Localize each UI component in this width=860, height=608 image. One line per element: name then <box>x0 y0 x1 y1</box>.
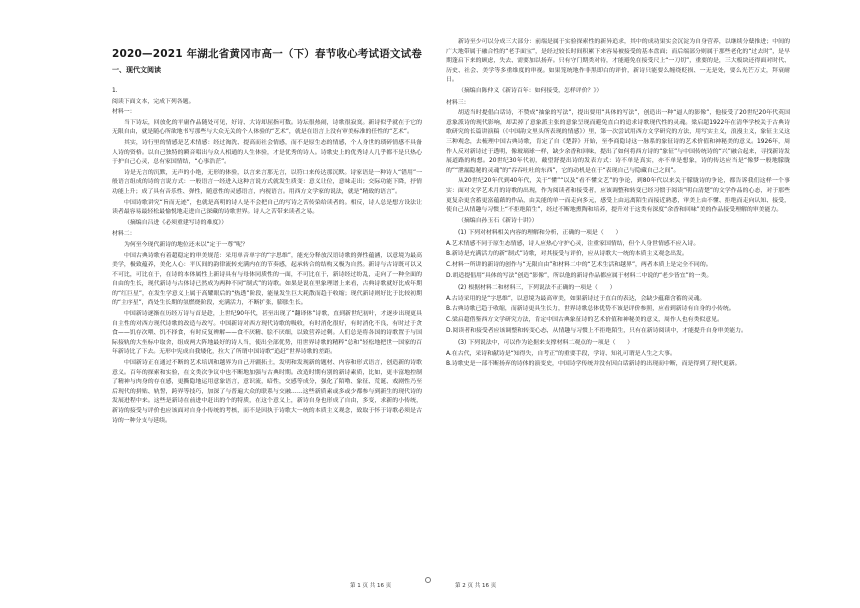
question-number: 1. <box>112 88 118 94</box>
question-3-option-b: B.诗歌史是一部不断扬弃的诗体的演变史，中国诗学传统并没有因白话新诗的出现而中断，而是得到了现代更新。 <box>446 361 741 368</box>
material-1-paragraph-3: 诗是无言的沉默，无声的小绝，无形的体验，以言来言那无言，以符口来传达那沉默。诗家语是一种诗人“错用”一般语言组成的诗的言说方式：一般语言一经进入这种言说方式就发生质变：意义让位，意味走出；交际功能下降，抒情功能上升；成了具有音乐性、弹性，随意性的灵感语言，内视语言。用西方文学家的说法，就是“精致的语言”。 <box>112 169 422 195</box>
page-footer-right: 第 2 页 共 16 页 <box>455 583 497 589</box>
page-footer-left: 第 1 页 共 16 页 <box>350 583 392 589</box>
question-1-option-a: A.艺术情感不同于原生态情感，诗人应热心守护心灵，注重家国情结，但个人身世情感不应入诗。 <box>446 240 700 247</box>
material-2-paragraph-1: 中国古典诗歌有着超稳定的审美规范：采用单音单字的“字思维”，能充分释放汉语诗歌的弹性蕴涵，以意境为最高美学，极致蕴养，美化人心：平仄间的韵律流转充满内在的节奏感，起承转合的结构又极为自然。新诗与古诗既可以又不可比，可比在于，在诗的本体属性上新诗具有与母体同质性的一面，不可比在于，新诗经过纷乱，走向了一种全面的自由的生长，现代新诗与古体诗已然成为两种不同“制式”的诗歌。如果是说在里象理谱上来看，古典诗歌就好比成年期的“红巨星”，在发生学意义上属于高耀眼后的“热透”阶段，能量发生巨大耗散而趋于收缩；现代新诗则好比于比较初期的“主序星”，尚处生长期的氢燃烧阶段，充满活力，不断扩张，膨胀生长。 <box>112 252 422 307</box>
material-3-source: （摘编自孙玉石《新诗十讲》） <box>458 217 538 224</box>
material-1-source: （摘编自吕进《必须重建写诗的难度》） <box>124 219 228 226</box>
material-2-paragraph-4: 新诗至少可以分成三大部分：前端是属于实验探索性的新异追求，其中的成功果实会沉淀为自身营养，以继续分蘖推进；中间的广大地带属于融合性的“老手面宝”，是经过较长时间积累下来容易被接受的基本盘面；而后端部分则属于那些老化的“过去时”，是早期蓬启下来的顾虑，失去、需要加以扬弃。只有守门期类对待，才能避免在接受尺上“一刀切”，重要的是，三大板块还得面对时代、历史、社会、美学等多重维度的审视。如果笼统地作非黑即白的评价，新诗只能要么缠绕贬损、一无是处，要么光芒万丈，拜衰耐日。 <box>446 39 790 84</box>
question-2-option-a: A.古诗采用的是“字思维”，以意境为最高审美，如果新诗过于直白的表达，会缺少蕴藉含蓄的灵魂。 <box>446 295 706 302</box>
question-2-option-d: D.阅读者和接受者应该调整和转变心态，从情趣与习惯上不拒绝陌生，只有在新诗阅读中，才能提升自身审美能力。 <box>446 327 747 334</box>
question-1-option-c: C.材料一所讲的新诗的创作与“无限自由”和材料二中的“艺术生活和越界”，两者本质上是完全不同的。 <box>446 262 712 269</box>
material-3-label: 材料三： <box>446 99 470 106</box>
material-2-question: 为何至今现代新诗的地位还未以“定于一尊”呢？ <box>124 241 248 248</box>
material-1-paragraph-4: 中国诗歌讲究“旨而无迹”，也就是高明的诗人是不会把自己的写诗之苦传染给读者的。相反，诗人总是想方设法让读者最容易最轻松最愉悦地走进自己深藏的诗歌世界。诗人之苦带来读者之易。 <box>112 199 422 216</box>
question-3-stem: (3) 下列说法中，可以作为论据来支撑材料二观点的一项是（ ） <box>458 340 634 347</box>
question-1-option-b: B.新诗是充满活力的新“制式”诗歌，对其接受与评价，应从诗歌大一统的本质主义观念出发。 <box>446 251 688 258</box>
material-1-paragraph-1: 当下诗坛，回放化的平庸作品随处可见，好诗、大诗却屈指可数。诗坛很热闹，诗歌很寂寞。新诗似乎就在于它的无限自由，就是随心所欲地书写那些与大众无关的个人体验的“艺术”，就是在语言上没有审美标准的任性的“艺术”。 <box>112 119 422 136</box>
question-1-option-d: D.胡适提倡用“具体的写法”创造“影像”，所以他的新诗作品都应属于材料二中说的“老少皆宜”的一类。 <box>446 272 713 279</box>
exam-title: 2020—2021 年湖北省黄冈市高一（下）春节收心考试语文试卷 <box>112 48 423 60</box>
question-3-option-a: A.在古代，采诗和献诗是“知得失，自考正”的重要手段，学诗、知礼可谓是人生之大事。 <box>446 350 676 357</box>
material-3-paragraph-1: 胡适当时提倡白话诗，不赞成“抽象的写法”，提出要用“具体的写法”，创造出一种“逼人的影像”，他接受了20世纪20年代英国意象派诗的现代影响，却丢掉了意象派主张的意象呈现而避免直白的追求诗歌现代性的灵魂。梁启超1922年在清华学校关于古典诗歌研究的长篇讲演稿（《中国韵文里头所表现的情感》）里，第一次尝试用西方文学研究的方法，用写实主义，浪漫主义，象征主义这三种观念，去梳理中国古典诗歌，肯定了自《楚辞》开始，至李商隐诗这一脉系的象征诗的艺术价值和神秘美的意义。1926年，周作人反对新诗过于透明，像玻璃球一样，缺少余香和回味，提出了如何将西方诗的“象征”与中国传统诗的“兴”融合起来，寻找新诗发展道路的构想。20世纪30年代初，戴望舒提出诗的发表方式：诗不单是真实，亦不单是想象，诗的传达应当是“像梦一般地朦胧的”“泄漏隐秘的灵魂”的“吞吞吐吐的东西”，它的动机是在于“表现自己与隐藏自己之间”。 <box>446 110 790 174</box>
question-2-option-b: B.古典诗歌已趋于收缩，而新诗更具生长力，世界诗歌总体优势不该是评价参照，应看到新诗有自身的小传统。 <box>446 306 735 313</box>
page-divider-circle <box>425 577 431 583</box>
material-2-label: 材料二： <box>112 231 136 238</box>
material-2-paragraph-3: 中国新诗正在通过不断的艺术培训和越界为自己开疆拓土，发明和发现新的题材、内容和形式语言，创造新的诗歌意义。百年的探索和实验，在文类次争议中也不断地加强与古典时期。改造时期有别的新诗素质，比如，更丰富地控制了精神与肉身的存在感，更撕隐地运用意象语言，意识流，暗性，交感等成分，强化了陌噜、象征、荒诞、戏剧性乃至后现代的拼贴、轨誓，跨界等技巧，加深了与普遍大众的联系与交融……这些新质素或多或少都参与到新生的现代诗的发展进程中来。这些是新诗在前进中赶出的个的特质，在这个意义上，新诗自身也形成了自由，多变，求新的小传统，新诗的接受与评价也应该面对自身小传统的考核，而不是因执于诗歌大一统的本质主义观念，致取于怀于诗歌必须是古诗的一种分支与延续。 <box>112 360 422 424</box>
question-2-option-c: C.梁启超借鉴西方文学研究方法，肯定中国古典象征诗的艺术价值和神秘美的意义，周作人也有类似意见。 <box>446 317 723 324</box>
material-1-paragraph-2: 其实，诗行里的情感是艺术情感：经过淘洗、提高而社会情感，而不是原生态的情感，个人身世的琐碎情感不具备人诗的资格。以自己独特的瞬音唱出与众人相通的人生体验，才是优秀的诗人。诗歌史上的优秀诗人几乎都不是只热心于护自己心灵，总有家国情结，“心事浩茫”。 <box>112 139 422 166</box>
material-3-paragraph-2: 从20世纪20年代到40年代，关于“懂”“以及”看不懂文艺”的争论，到80年代以来关于朦胧诗的争论，都告诉我们这样一个事实：面对文学艺术月的诗歌的出现，作为阅读者和接受者，应该调整和转变已经习惯于阅读“明白清楚”的文学作品的心态，对于那些更复杂更含蓄更富蕴藉的作品，由关能的单一而走向多元，感受上由远离陌生而接近熟悉，审美上由不懂、拒绝而走向认知、接受，使自己从情趣与习惯上“不拒绝陌生”，经过不断地熏陶和培养，提升对于这类有深度“余香和回味”美的作品接受理解的审美能力。 <box>446 178 790 214</box>
question-1-stem: (1) 下列对材料相关内容的理解和分析，正确的一项是（ ） <box>458 230 622 237</box>
instruction: 阅读下面文本，完成下列各题。 <box>112 98 195 105</box>
material-2-paragraph-2: 中国新诗逐渐在历经万诗与首是趁，上世纪90年代，甚至出现了“翻译体”诗歌，直到新世纪初叶，才逐步出现更具自主性的对西方现代诗歌的改造与改写。中国新诗对西方现代诗歌的吸收，有时消化很好，有时消化不良，有时过于贪食——饥存次喂、饥不择食，有时反复辨解——食不厌精、脍不厌细，以致营养过剩。人们总是将各国的诗歌置于与国际接轨的大坐标中取舍，组成两大阵地最好的诗人当，使出全部优势，用世界诗歌的精粹“总和”轻松地把世一国家的百年新诗比了下去。无形中宪成自我矮化，拉大了所谓中国诗歌“追赶”世界诗歌的差距。 <box>112 311 422 356</box>
section-heading: 一、现代文阅读 <box>112 66 161 74</box>
material-2-source: （摘编自陈仲义《新诗百年：如何接受，怎样评价？》） <box>458 87 603 94</box>
question-2-stem: (2) 根据材料二和材料三，下列说法不正确的一项是（ ） <box>458 285 616 292</box>
material-1-label: 材料一： <box>112 109 136 116</box>
page-right <box>430 0 860 608</box>
